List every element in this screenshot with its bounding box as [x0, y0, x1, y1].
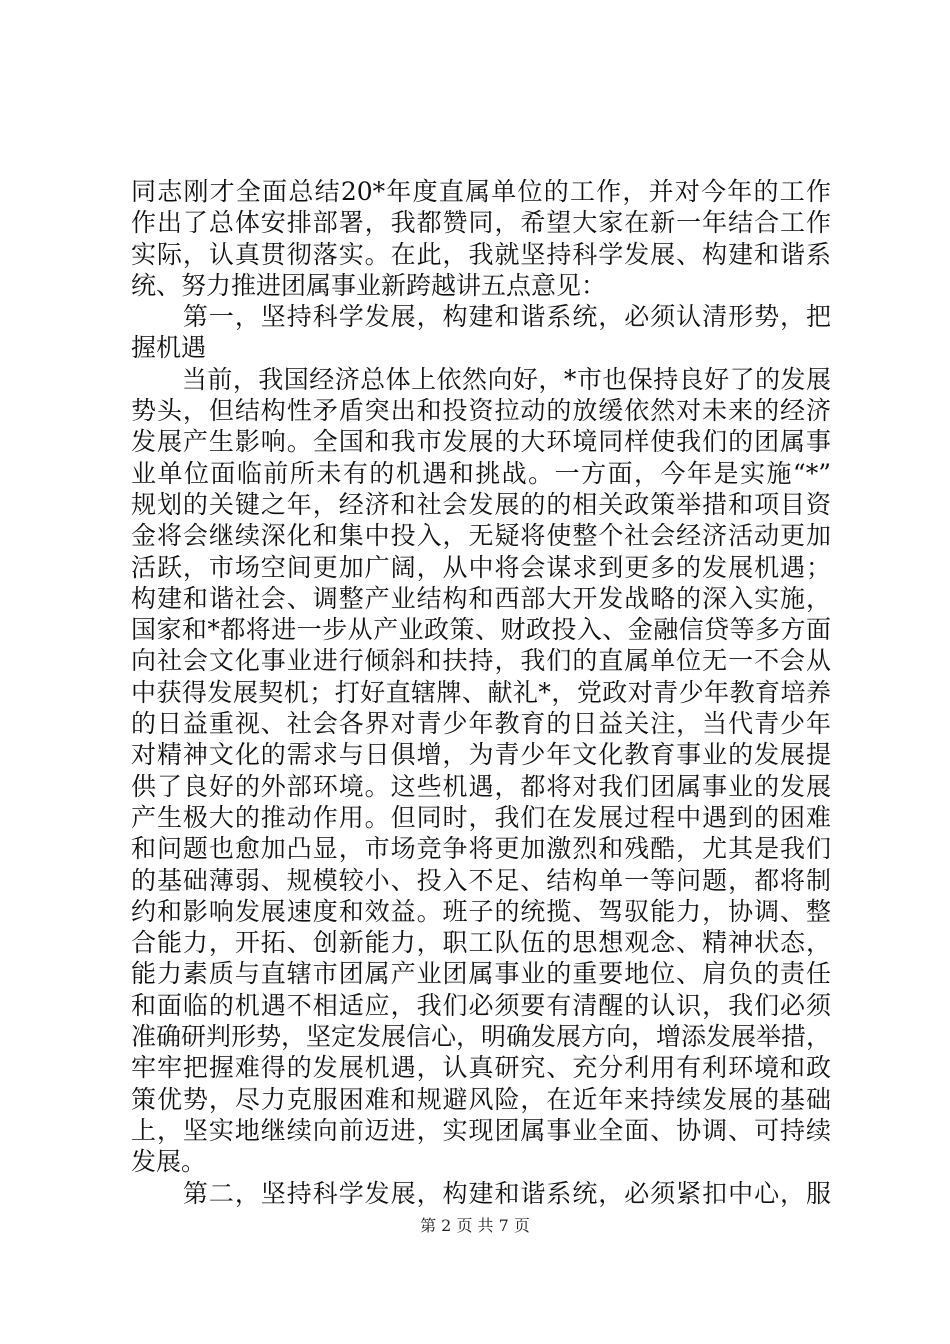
text-line: 策优势，尽力克服困难和规避风险，在近年来持续发展的基础: [131, 1084, 831, 1114]
text-line: 业单位面临前所未有的机遇和挑战。一方面，今年是实施“*”: [131, 458, 831, 488]
text-line: 的基础薄弱、规模较小、投入不足、结构单一等问题，都将制: [131, 865, 831, 895]
text-line: 势头，但结构性矛盾突出和投资拉动的放缓依然对未来的经济: [131, 396, 831, 426]
text-line: 中获得发展契机；打好直辖牌、献礼*，党政对青少年教育培养: [131, 677, 831, 707]
text-line: 统、努力推进团属事业新跨越讲五点意见：: [131, 270, 607, 300]
text-line: 活跃，市场空间更加广阔，从中将会谋求到更多的发展机遇；: [131, 552, 831, 582]
text-line: 供了良好的外部环境。这些机遇，都将对我们团属事业的发展: [131, 771, 831, 801]
text-line: 准确研判形势，坚定发展信心，明确发展方向，增添发展举措，: [131, 1022, 832, 1052]
text-line: 能力素质与直辖市团属产业团属事业的重要地位、肩负的责任: [131, 959, 831, 989]
text-line: 约和影响发展速度和效益。班子的统揽、驾驭能力，协调、整: [131, 896, 831, 926]
text-line: 第一，坚持科学发展，构建和谐系统，必须认清形势，把: [131, 302, 831, 332]
page-footer: 第 2 页 共 7 页: [420, 1216, 530, 1235]
text-line: 第二，坚持科学发展，构建和谐系统，必须紧扣中心，服: [131, 1178, 831, 1208]
text-line: 产生极大的推动作用。但同时，我们在发展过程中遇到的困难: [131, 802, 831, 832]
text-line: 上，坚实地继续向前迈进，实现团属事业全面、协调、可持续: [131, 1115, 831, 1145]
text-line: 规划的关键之年，经济和社会发展的的相关政策举措和项目资: [131, 489, 831, 519]
text-line: 和面临的机遇不相适应，我们必须要有清醒的认识，我们必须: [131, 990, 831, 1020]
text-line: 发展产生影响。全国和我市发展的大环境同样使我们的团属事: [131, 427, 831, 457]
text-line: 和问题也愈加凸显，市场竞争将更加激烈和残酷，尤其是我们: [131, 834, 831, 864]
body-text: [131, 176, 831, 1209]
text-line: 国家和*都将进一步从产业政策、财政投入、金融信贷等多方面: [131, 615, 831, 645]
text-line: 的日益重视、社会各界对青少年教育的日益关注，当代青少年: [131, 709, 831, 739]
text-line: 金将会继续深化和集中投入，无疑将使整个社会经济活动更加: [131, 521, 831, 551]
text-line: 实际，认真贯彻落实。在此，我就坚持科学发展、构建和谐系: [131, 239, 831, 269]
text-line: 握机遇: [131, 333, 207, 363]
text-line: 牢牢把握难得的发展机遇，认真研究、充分利用有利环境和政: [131, 1053, 831, 1083]
text-line: 向社会文化事业进行倾斜和扶持，我们的直属单位无一不会从: [131, 646, 831, 676]
text-line: 同志刚才全面总结20*年度直属单位的工作，并对今年的工作: [131, 177, 831, 206]
text-line: 对精神文化的需求与日俱增，为青少年文化教育事业的发展提: [131, 740, 831, 770]
text-line: 当前，我国经济总体上依然向好，*市也保持良好了的发展: [131, 364, 831, 394]
text-line: 构建和谐社会、调整产业结构和西部大开发战略的深入实施，: [131, 583, 831, 613]
text-line: 发展。: [131, 1147, 207, 1177]
text-line: 作出了总体安排部署，我都赞同，希望大家在新一年结合工作: [131, 208, 831, 238]
text-line: 合能力，开拓、创新能力，职工队伍的思想观念、精神状态，: [131, 928, 831, 958]
